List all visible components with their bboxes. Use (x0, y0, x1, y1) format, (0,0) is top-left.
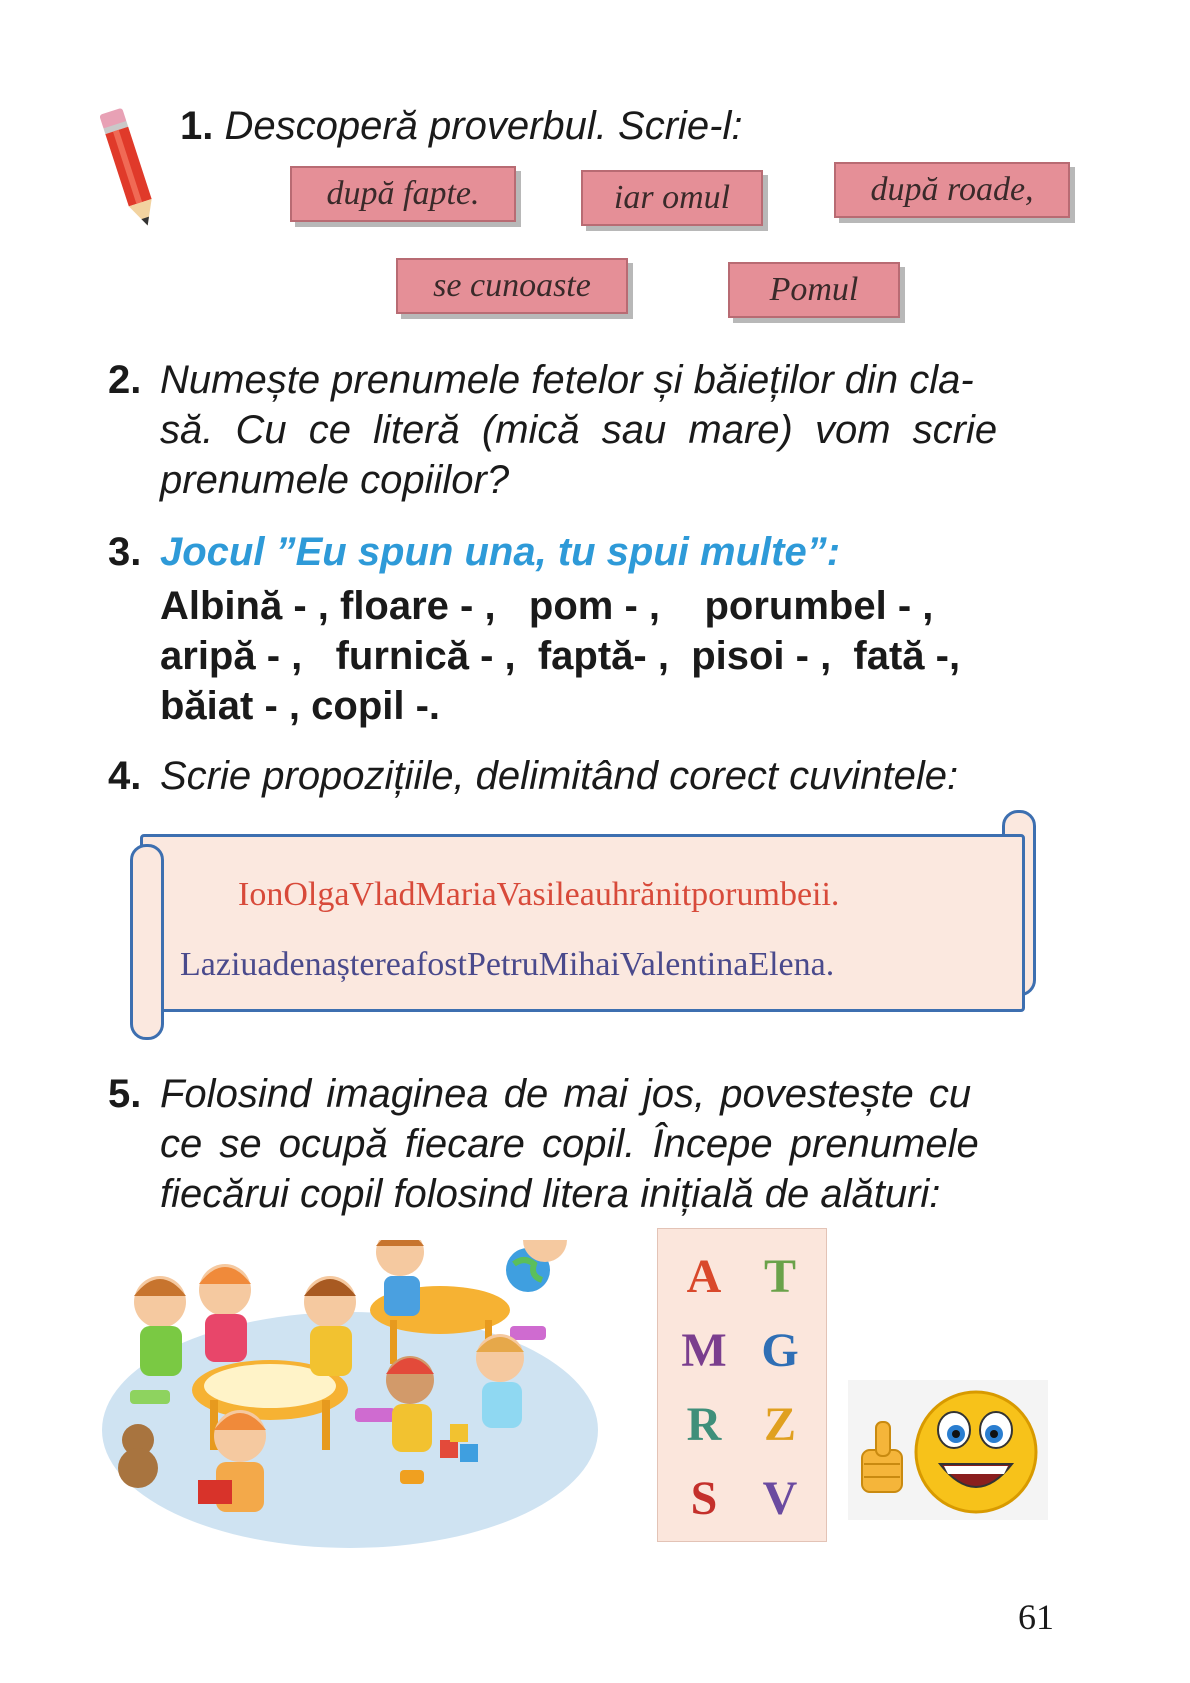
exercise-5-line-1: Folosind imaginea de mai jos, povestește cu (160, 1072, 972, 1116)
exercise-3-number: 3. (108, 530, 142, 574)
scroll-left-roll (130, 844, 164, 1040)
thumbs-up-smiley-icon (848, 1380, 1048, 1520)
exercise-1-text: Descoperă proverbul. Scrie-l: (224, 104, 743, 148)
scroll-sentence-1: IonOlgaVladMariaVasileauhrănitporumbeii. (238, 876, 840, 913)
word-card-2: iar omul (581, 170, 763, 226)
exercise-2-line-3: prenumele copiilor? (160, 458, 510, 502)
exercise-1-prompt (180, 102, 742, 150)
exercise-3-line-3: băiat - , copil -. (160, 684, 441, 728)
word-card-1: după fapte. (290, 166, 516, 222)
letter-8: V (762, 1472, 798, 1525)
exercise-3-line-2: aripă - , furnică - , faptă- , pisoi - , fată -, (160, 634, 961, 678)
exercise-4-number: 4. (108, 754, 142, 798)
scroll-banner (140, 834, 1025, 1012)
exercise-2-number: 2. (108, 358, 142, 402)
exercise-3-line-1: Albină - , floare - , pom - , porumbel - , (160, 584, 934, 628)
page-number: 61 (1018, 1597, 1054, 1637)
exercise-4-text: Scrie propozițiile, delimitând corect cuvintele: (160, 754, 959, 798)
letter-6: Z (763, 1398, 796, 1451)
word-card-5: Pomul (728, 262, 900, 318)
pencil-icon (100, 104, 162, 238)
letter-3: M (681, 1324, 727, 1377)
exercise-5-number: 5. (108, 1072, 142, 1116)
word-card-3: după roade, (834, 162, 1070, 218)
exercise-2-line-1: Numește prenumele fetelor și băieților din cla- (160, 358, 974, 402)
exercise-3-title: Jocul ”Eu spun una, tu spui multe”: (160, 530, 841, 574)
scroll-sentence-2: LaziuadenaștereafostPetruMihaiValentinaElena. (180, 946, 835, 983)
exercise-1-number: 1. (180, 104, 214, 148)
word-card-4: se cunoaste (396, 258, 628, 314)
letter-5: R (686, 1398, 722, 1451)
children-illustration (100, 1240, 600, 1550)
exercise-5-line-3: fiecărui copil folosind litera inițială de alături: (160, 1172, 941, 1216)
letter-1: A (686, 1250, 722, 1303)
exercise-5-line-2: ce se ocupă fiecare copil. Începe prenumele (160, 1122, 979, 1166)
letter-4: G (761, 1324, 799, 1377)
exercise-2-line-2: să. Cu ce literă (mică sau mare) vom scrie (160, 408, 998, 452)
letter-2: T (763, 1250, 796, 1303)
letter-7: S (690, 1472, 718, 1525)
initial-letters-panel (657, 1228, 827, 1542)
